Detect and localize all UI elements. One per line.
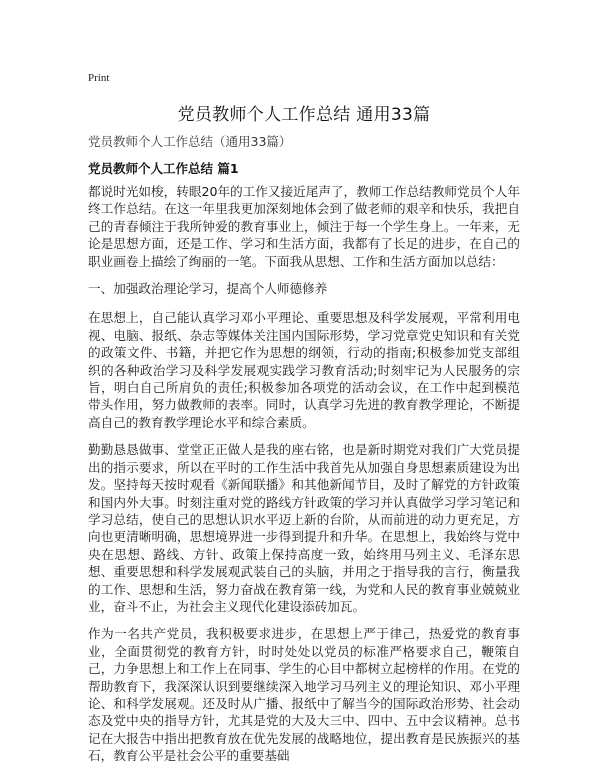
document-subtitle: 党员教师个人工作总结（通用33篇）	[88, 134, 292, 149]
paragraph-thought: 在思想上，自己能认真学习邓小平理论、重要思想及科学发展观，平常利用电视、电脑、报纸、杂志等媒体关注国内国际形势，学习党章党史知识和有关党的政策文件、书籍，并把它作为思想的纲领，行动的指南;积极参加党支部组织的各种政治学习及科学发展观实践学习教育活动;时刻牢记为人民服务的宗旨，明白自己所肩负的责任;积极参加各项党的活动会议，在工作中起到模范带头作用，努力做教师的表率。同时，认真学习先进的教育教学理论，不断提高自己的教育教学理论水平和综合素质。	[88, 310, 520, 430]
paragraph-motto: 勤勤恳恳做事、堂堂正正做人是我的座右铭，也是新时期党对我们广大党员提出的指示要求，所以在平时的工作生活中我首先从加强自身思想素质建设为出发。坚持每天按时观看《新闻联播》和其他新闻节目，及时了解党的方针政策和国内外大事。时刻注重对党的路线方针政策的学习并认真做学习学习笔记和学习总结，使自己的思想认识水平迈上新的台阶，从而前进的动力更充足，方向也更清晰明确，思想境界进一步得到提升和升华。在思想上，我始终与党中央在思想、路线、方针、政策上保持高度一致，始终用马列主义、毛泽东思想、重要思想和科学发展观武装自己的头脑，并用之于指导我的言行，衡量我的工作、思想和生活，努力奋战在教育第一线，为党和人民的教育事业兢兢业业，奋斗不止，为社会主义现代化建设添砖加瓦。	[88, 442, 520, 614]
print-label[interactable]: Print	[88, 72, 110, 84]
paragraph-intro: 都说时光如梭，转眼20年的工作又接近尾声了，教师工作总结教师党员个人年终工作总结。在这一年里我更加深刻地体会到了做老师的艰辛和快乐，我把自己的青春倾注于我所钟爱的教育事业上，倾注于每一个学生身上。一年来，无论是思想方面，还是工作、学习和生活方面，我都有了长足的进步，在自己的职业画卷上描绘了绚丽的一笔。下面我从思想、工作和生活方面加以总结：	[88, 184, 520, 269]
document-title: 党员教师个人工作总结 通用33篇	[177, 105, 431, 125]
section-heading: 党员教师个人工作总结 篇1	[88, 161, 239, 176]
paragraph-party-member: 作为一名共产党员，我积极要求进步，在思想上严于律己，热爱党的教育事业，全面贯彻党的教育方针，时时处处以党员的标准严格要求自己，鞭策自己，力争思想上和工作上在同事、学生的心目中都树立起榜样的作用。在党的帮助教育下，我深深认识到要继续深入地学习马列主义的理论知识、邓小平理论、和科学发展观。还及时从广播、报纸中了解当今的国际政治形势、社会动态及党中央的指导方针，尤其是党的大及大三中、四中、五中会议精神。总书记在大报告中指出把教育放在优先发展的战略地位，提出教育是民族振兴的基石，教育公平是社会公平的重要基础	[88, 626, 520, 764]
subheading-political-study: 一、加强政治理论学习，提高个人师德修养	[88, 281, 328, 297]
document-body	[88, 183, 520, 775]
